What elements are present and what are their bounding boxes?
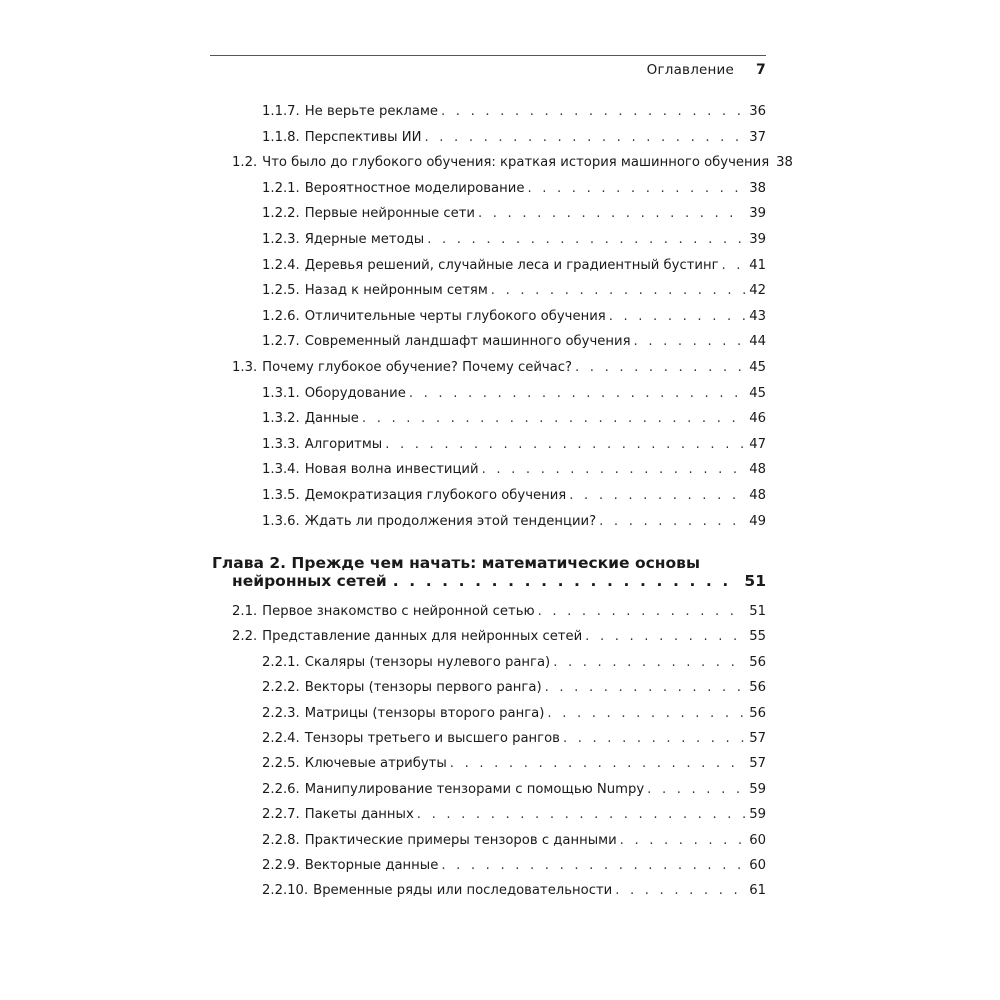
toc-entry-number: 1.3.5. bbox=[262, 488, 300, 503]
toc-entry-page-number: 46 bbox=[749, 411, 766, 427]
toc-entry-page-number: 48 bbox=[749, 488, 766, 503]
toc-entry-title: Алгоритмы bbox=[304, 436, 383, 452]
toc-entry-title: Первые нейронные сети bbox=[304, 206, 475, 222]
leader-dots bbox=[538, 604, 746, 620]
leader-dots bbox=[491, 283, 745, 299]
toc-entry-number: 1.2.7. bbox=[262, 334, 300, 350]
toc-entry-page-number: 56 bbox=[749, 680, 766, 696]
toc-entry-title: Тензоры третьего и высшего рангов bbox=[304, 731, 560, 746]
toc-entry-page-number: 57 bbox=[749, 756, 766, 772]
toc-entry-number: 1.3.1. bbox=[262, 385, 300, 401]
toc-entry-number: 2.2.4. bbox=[262, 731, 300, 746]
toc-entry-page-number: 48 bbox=[749, 462, 766, 478]
toc-entry-page-number: 41 bbox=[749, 257, 766, 273]
toc-entry-number: 1.2.4. bbox=[262, 257, 300, 273]
toc-entry[interactable] bbox=[262, 283, 766, 299]
leader-dots bbox=[527, 181, 745, 197]
toc-entry-page-number: 38 bbox=[749, 180, 766, 196]
toc-entry-title: Временные ряды или последовательности bbox=[313, 883, 613, 899]
toc-entry-number: 2.2.2. bbox=[262, 680, 300, 696]
toc-entry[interactable] bbox=[262, 488, 766, 504]
leader-dots bbox=[545, 680, 746, 696]
toc-entry-title: Практические примеры тензоров с данными bbox=[304, 832, 617, 848]
toc-entry-title: Не верьте рекламе bbox=[304, 104, 439, 119]
toc-entry-title: Матрицы (тензоры второго ранга) bbox=[304, 705, 545, 721]
leader-dots bbox=[575, 360, 745, 376]
toc-entry-title: Оборудование bbox=[304, 385, 406, 401]
toc-entry-page-number: 44 bbox=[749, 334, 766, 350]
toc-entry-number: 2.2. bbox=[232, 629, 258, 645]
toc-entry-number: 1.1.7. bbox=[262, 104, 300, 119]
toc-entry-title: Демократизация глубокого обучения bbox=[304, 488, 567, 503]
toc-entry[interactable] bbox=[262, 858, 766, 874]
leader-dots bbox=[553, 655, 745, 671]
toc-entry-title: Первое знакомство с нейронной сетью bbox=[262, 604, 535, 619]
leader-dots bbox=[424, 130, 745, 146]
toc-entry-page-number: 39 bbox=[749, 206, 766, 222]
toc-entry[interactable] bbox=[262, 386, 766, 402]
toc-entry-title: Новая волна инвестиций bbox=[304, 462, 479, 478]
toc-entry-number: 2.2.3. bbox=[262, 705, 300, 721]
leader-dots bbox=[441, 104, 745, 120]
toc-entry-title: Современный ландшафт машинного обучения bbox=[304, 334, 631, 350]
toc-entry-page-number: 38 bbox=[776, 155, 793, 171]
leader-dots bbox=[393, 572, 739, 590]
toc-entry-title: Манипулирование тензорами с помощью Numpy bbox=[304, 781, 645, 797]
toc-entry-title: Перспективы ИИ bbox=[304, 129, 422, 145]
toc-entry-title: Деревья решений, случайные леса и градиентный бустинг bbox=[304, 257, 719, 273]
toc-entry[interactable] bbox=[262, 411, 766, 427]
toc-entry[interactable] bbox=[262, 130, 766, 146]
toc-entry-page-number: 36 bbox=[749, 104, 766, 119]
toc-entry-title: Ядерные методы bbox=[304, 232, 425, 247]
toc-entry[interactable] bbox=[262, 756, 766, 772]
leader-dots bbox=[482, 462, 746, 478]
leader-dots bbox=[362, 411, 745, 427]
toc-entry-title: Назад к нейронным сетям bbox=[304, 283, 488, 299]
toc-entry-number: 1.2.6. bbox=[262, 308, 300, 324]
leader-dots bbox=[441, 858, 745, 874]
toc-entry[interactable] bbox=[262, 334, 766, 350]
toc-entry-number: 1.3. bbox=[232, 360, 258, 375]
leader-dots bbox=[478, 206, 745, 222]
toc-entry-page-number: 59 bbox=[749, 781, 766, 797]
toc-entry-page-number: 47 bbox=[749, 436, 766, 452]
toc-entry[interactable] bbox=[262, 258, 766, 274]
leader-dots bbox=[615, 883, 745, 899]
leader-dots bbox=[450, 756, 745, 772]
leader-dots bbox=[609, 309, 746, 325]
toc-entry[interactable] bbox=[262, 462, 766, 478]
toc-entry[interactable] bbox=[262, 309, 766, 325]
toc-entry-number: 2.2.5. bbox=[262, 756, 300, 772]
toc-entry-page-number: 45 bbox=[749, 360, 766, 375]
toc-entry-number: 2.2.10. bbox=[262, 883, 309, 899]
toc-entry-title: Что было до глубокого обучения: краткая история машинного обучения bbox=[262, 155, 770, 171]
toc-entry-number: 2.2.6. bbox=[262, 781, 300, 797]
toc-entry-page-number: 56 bbox=[749, 654, 766, 670]
toc-entry-title: Представление данных для нейронных сетей bbox=[262, 629, 583, 645]
leader-dots bbox=[417, 807, 745, 823]
leader-dots bbox=[647, 782, 745, 798]
toc-entry-number: 2.2.8. bbox=[262, 832, 300, 848]
toc-entry-title: Ключевые атрибуты bbox=[304, 756, 447, 772]
toc-entry-page-number: 55 bbox=[749, 629, 766, 645]
toc-entry[interactable] bbox=[262, 883, 766, 899]
toc-entry-page-number: 56 bbox=[749, 705, 766, 721]
toc-entry-number: 2.2.9. bbox=[262, 858, 300, 873]
leader-dots bbox=[722, 258, 746, 274]
toc-entry[interactable] bbox=[232, 155, 793, 171]
toc-entry-number: 1.2.3. bbox=[262, 232, 300, 247]
toc-entry-title: Векторы (тензоры первого ранга) bbox=[304, 680, 542, 696]
toc-entry-number: 1.1.8. bbox=[262, 129, 300, 145]
chapter-title[interactable]: Глава 2. Прежде чем начать: математические основы bbox=[212, 554, 700, 572]
leader-dots bbox=[547, 706, 745, 722]
toc-entry[interactable] bbox=[262, 807, 766, 823]
toc-entry-number: 1.2.1. bbox=[262, 180, 300, 196]
toc-entry-title: Вероятностное моделирование bbox=[304, 180, 525, 196]
chapter-title-continuation[interactable] bbox=[232, 572, 766, 590]
toc-entry[interactable] bbox=[262, 514, 766, 530]
chapter-title-line2: нейронных сетей bbox=[232, 572, 387, 590]
toc-entry-number: 2.2.1. bbox=[262, 654, 300, 670]
toc-entry-title: Ждать ли продолжения этой тенденции? bbox=[304, 513, 597, 529]
toc-entry[interactable] bbox=[262, 833, 766, 849]
toc-entry-title: Скаляры (тензоры нулевого ранга) bbox=[304, 654, 551, 670]
leader-dots bbox=[409, 386, 745, 402]
leader-dots bbox=[585, 629, 745, 645]
toc-entry-number: 1.2.5. bbox=[262, 283, 300, 299]
toc-entry[interactable] bbox=[262, 731, 766, 747]
leader-dots bbox=[634, 334, 746, 350]
toc-entry-page-number: 61 bbox=[749, 883, 766, 899]
toc-entry[interactable] bbox=[262, 437, 766, 453]
toc-entry[interactable] bbox=[262, 104, 766, 120]
toc-entry-number: 2.2.7. bbox=[262, 807, 300, 823]
leader-dots bbox=[563, 731, 745, 747]
toc-entry-page-number: 60 bbox=[749, 832, 766, 848]
toc-entry-title: Пакеты данных bbox=[304, 807, 414, 823]
toc-entry[interactable] bbox=[232, 604, 766, 620]
toc-entry-number: 1.2.2. bbox=[262, 206, 300, 222]
toc-entry[interactable] bbox=[262, 782, 766, 798]
toc-entry-title: Почему глубокое обучение? Почему сейчас? bbox=[262, 360, 573, 375]
toc-entry-title: Векторные данные bbox=[304, 858, 439, 873]
toc-entry-page-number: 45 bbox=[749, 385, 766, 401]
toc-entry[interactable] bbox=[262, 680, 766, 696]
leader-dots bbox=[620, 833, 746, 849]
toc-entry-title: Данные bbox=[304, 411, 359, 427]
toc-entry-page-number: 60 bbox=[749, 858, 766, 873]
toc-entry[interactable] bbox=[232, 629, 766, 645]
toc-entry-page-number: 49 bbox=[749, 513, 766, 529]
toc-entry-page-number: 59 bbox=[749, 807, 766, 823]
toc-entry[interactable] bbox=[262, 206, 766, 222]
toc-entry[interactable] bbox=[262, 232, 766, 248]
toc-entry[interactable] bbox=[262, 655, 766, 671]
toc-entry-number: 2.1. bbox=[232, 604, 258, 619]
toc-entry-page-number: 42 bbox=[749, 283, 766, 299]
leader-dots bbox=[569, 488, 745, 504]
toc-entry-number: 1.3.6. bbox=[262, 513, 300, 529]
toc-entry-number: 1.2. bbox=[232, 155, 258, 171]
toc-entry-number: 1.3.4. bbox=[262, 462, 300, 478]
leader-dots bbox=[427, 232, 745, 248]
chapter-page-number: 51 bbox=[744, 572, 766, 590]
toc-entry[interactable] bbox=[262, 706, 766, 722]
toc-entry-page-number: 39 bbox=[749, 232, 766, 247]
running-head-title: Оглавление bbox=[646, 62, 735, 78]
toc-entry-title: Отличительные черты глубокого обучения bbox=[304, 308, 606, 324]
toc-entry-number: 1.3.2. bbox=[262, 411, 300, 427]
toc-entry-page-number: 51 bbox=[749, 604, 766, 619]
leader-dots bbox=[385, 437, 745, 453]
toc-entry[interactable] bbox=[232, 360, 766, 376]
toc-entry-page-number: 57 bbox=[749, 731, 766, 746]
running-head-page-number: 7 bbox=[756, 62, 766, 78]
toc-entry-page-number: 37 bbox=[749, 129, 766, 145]
leader-dots bbox=[599, 514, 745, 530]
toc-entry-page-number: 43 bbox=[749, 308, 766, 324]
toc-entry[interactable] bbox=[262, 181, 766, 197]
toc-entry-number: 1.3.3. bbox=[262, 436, 300, 452]
